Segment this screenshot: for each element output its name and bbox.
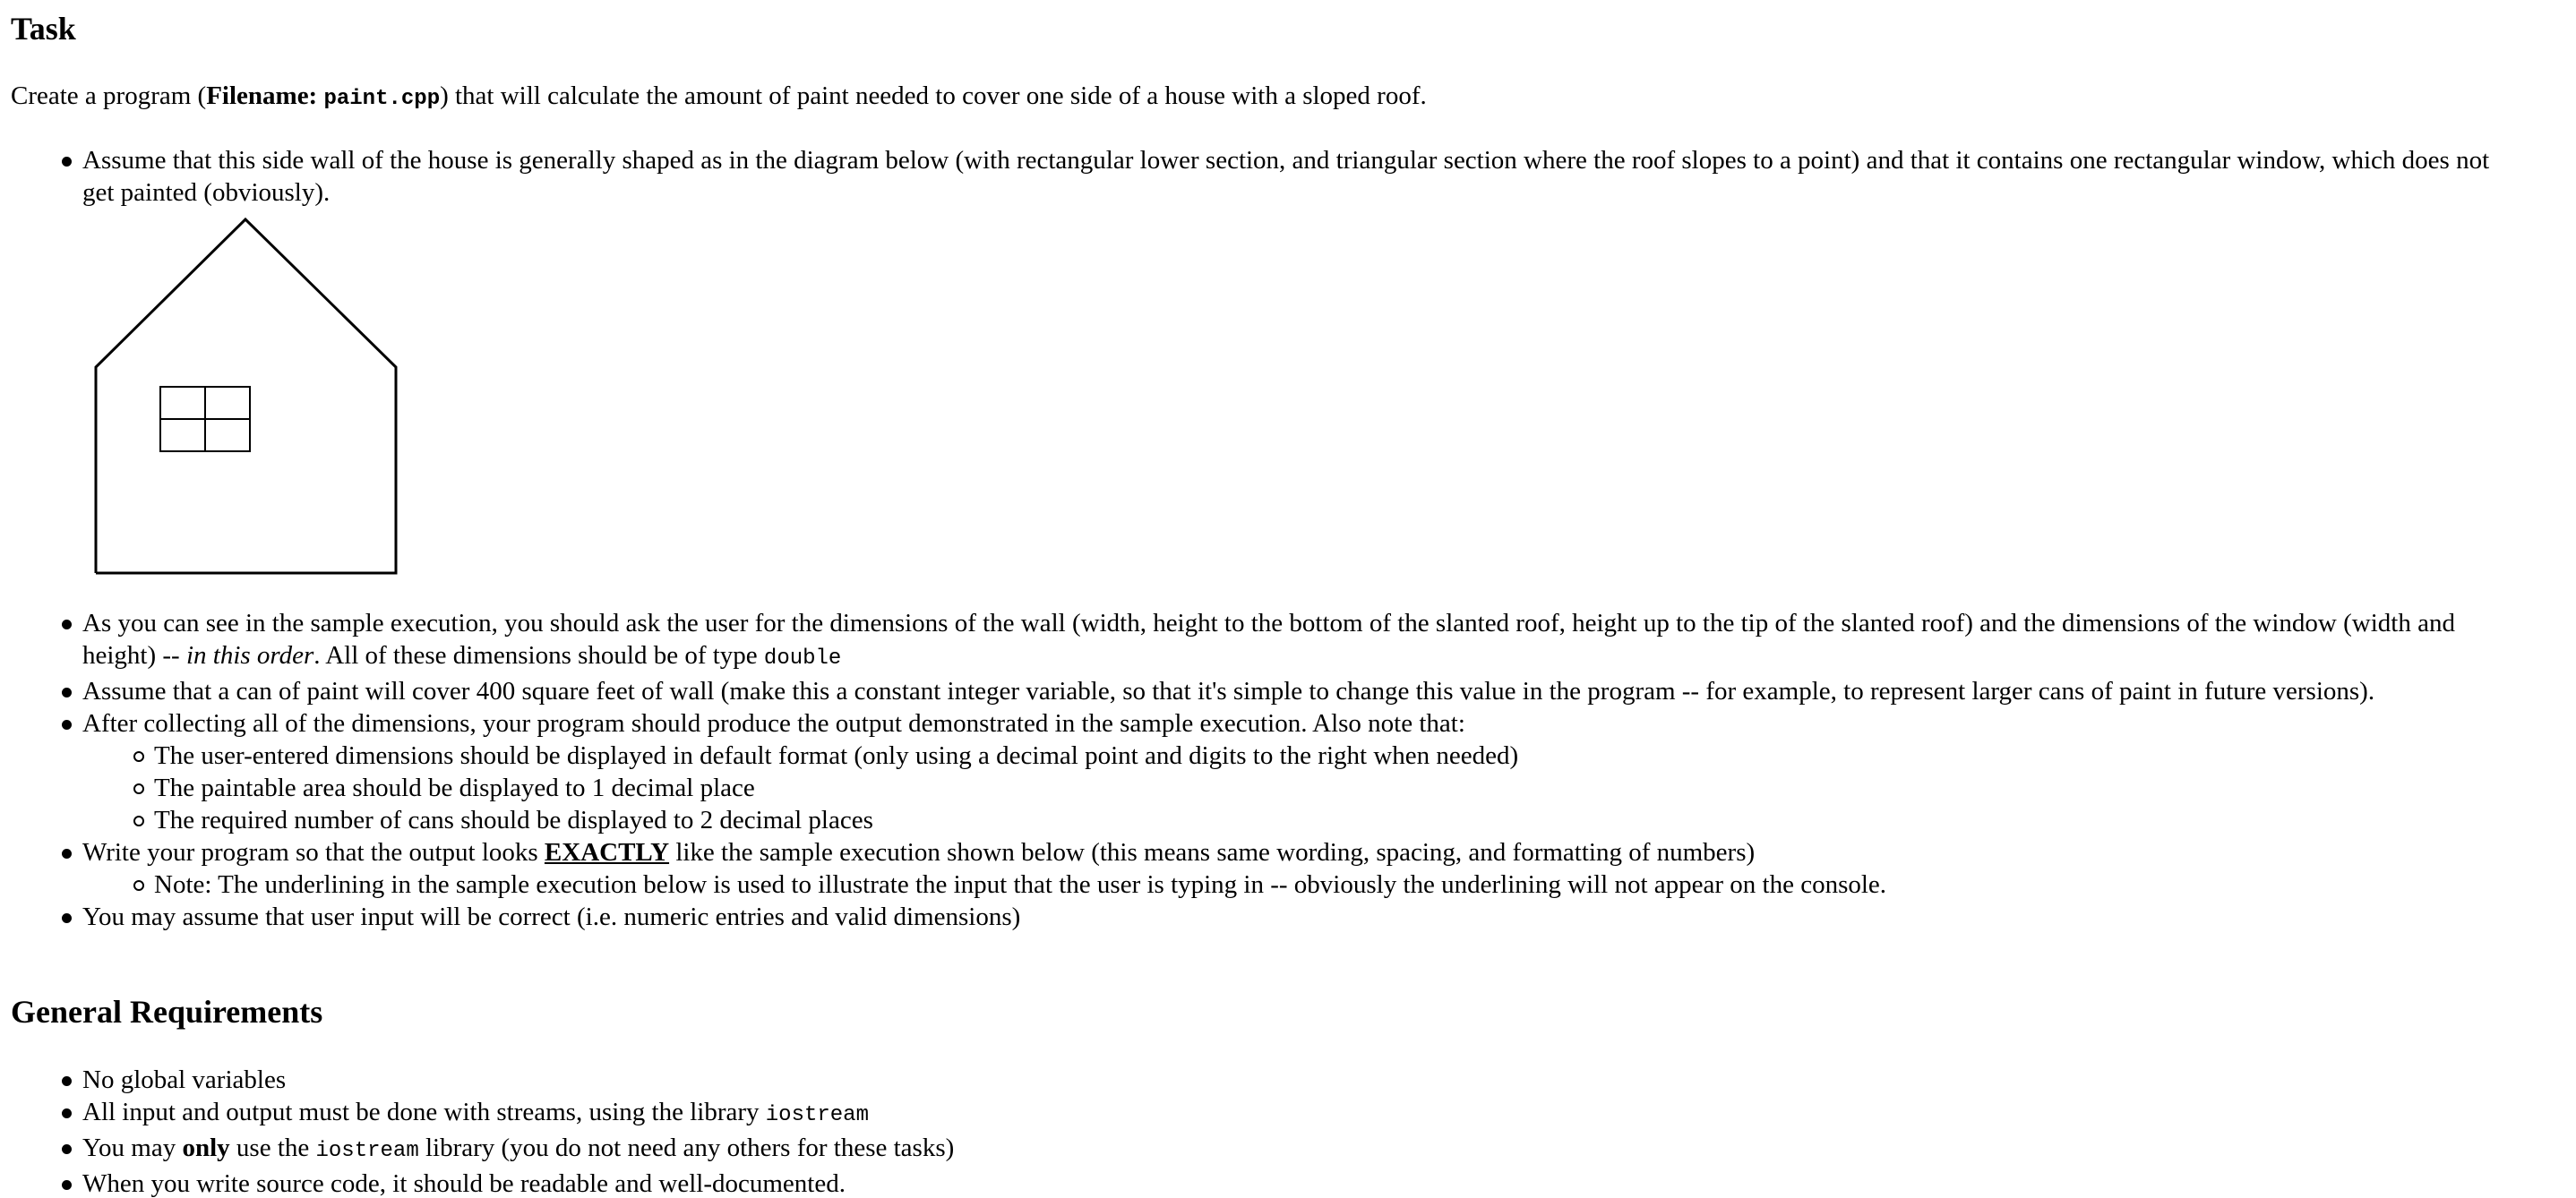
sublist-item-underline-note: Note: The underlining in the sample execution below is used to illustrate the input that the user is typing in -- obviously the underlining will not appear on the console. — [82, 869, 2501, 901]
library-bold: only — [182, 1134, 230, 1162]
task-heading: Task — [11, 11, 76, 47]
intro-paragraph — [11, 80, 1427, 116]
list-item-paint-can: Assume that a can of paint will cover 400 square feet of wall (make this a constant integer variable, so that it's simple to change this value in the program -- for example, to represent larger cans of paint in future versions). — [11, 675, 2501, 707]
filename-code: paint.cpp — [323, 87, 441, 111]
sublist-item-default-format: The user-entered dimensions should be displayed in default format (only using a decimal point and digits to the right when needed) — [82, 740, 2501, 772]
exact-suffix: like the sample execution shown below (this means same wording, spacing, and formatting of numbers) — [669, 838, 1756, 867]
list-item-dimensions — [11, 607, 2501, 675]
dimensions-code: double — [763, 646, 842, 671]
streams-text: All input and output must be done with streams, using the library — [82, 1098, 766, 1126]
intro-suffix: ) that will calculate the amount of paint needed to cover one side of a house with a sloped roof. — [440, 81, 1427, 110]
output-text: After collecting all of the dimensions, your program should produce the output demonstrated in the sample execution. Also note that: — [82, 709, 1465, 738]
task-list-top — [11, 144, 2501, 209]
task-list-bottom — [11, 607, 2501, 933]
house-outline — [96, 219, 396, 573]
exact-emphasis: EXACTLY — [544, 838, 670, 867]
general-requirements-list — [11, 1064, 2501, 1198]
general-item-library-only — [11, 1132, 2501, 1168]
list-item-input-assumption: You may assume that user input will be correct (i.e. numeric entries and valid dimensions) — [11, 901, 2501, 933]
dimensions-text-a: As you can see in the sample execution, you should ask the user for the dimensions of the wall (width, height to the bottom of the slanted roof, height up to the tip of the slanted roof) and the dimensions of the window (width and height) -- — [82, 609, 2455, 670]
filename-label: Filename: — [206, 81, 318, 110]
exact-prefix: Write your program so that the output looks — [82, 838, 545, 867]
list-item-output — [11, 707, 2501, 836]
dimensions-text-b: . All of these dimensions should be of type — [313, 641, 764, 670]
exact-sublist — [82, 869, 2501, 901]
house-diagram — [93, 217, 399, 577]
list-item-wall-shape: Assume that this side wall of the house is generally shaped as in the diagram below (with rectangular lower section, and triangular section where the roof slopes to a point) and that it contains one rectangular window, which does not get painted (obviously). — [11, 144, 2501, 209]
sublist-item-area-precision: The paintable area should be displayed to 1 decimal place — [82, 772, 2501, 804]
intro-prefix: Create a program ( — [11, 81, 207, 110]
library-suffix: library (you do not need any others for these tasks) — [418, 1134, 955, 1162]
output-sublist — [82, 740, 2501, 836]
general-requirements-heading: General Requirements — [11, 994, 323, 1030]
general-item-streams — [11, 1096, 2501, 1132]
sublist-item-cans-precision: The required number of cans should be displayed to 2 decimal places — [82, 804, 2501, 836]
general-item-no-globals: No global variables — [11, 1064, 2501, 1096]
general-item-readable: When you write source code, it should be readable and well-documented. — [11, 1168, 2501, 1198]
list-item-exact-output — [11, 836, 2501, 901]
streams-code: iostream — [765, 1103, 869, 1127]
library-prefix: You may — [82, 1134, 183, 1162]
library-code: iostream — [315, 1139, 419, 1163]
library-mid: use the — [229, 1134, 316, 1162]
dimensions-italic: in this order — [185, 641, 314, 670]
